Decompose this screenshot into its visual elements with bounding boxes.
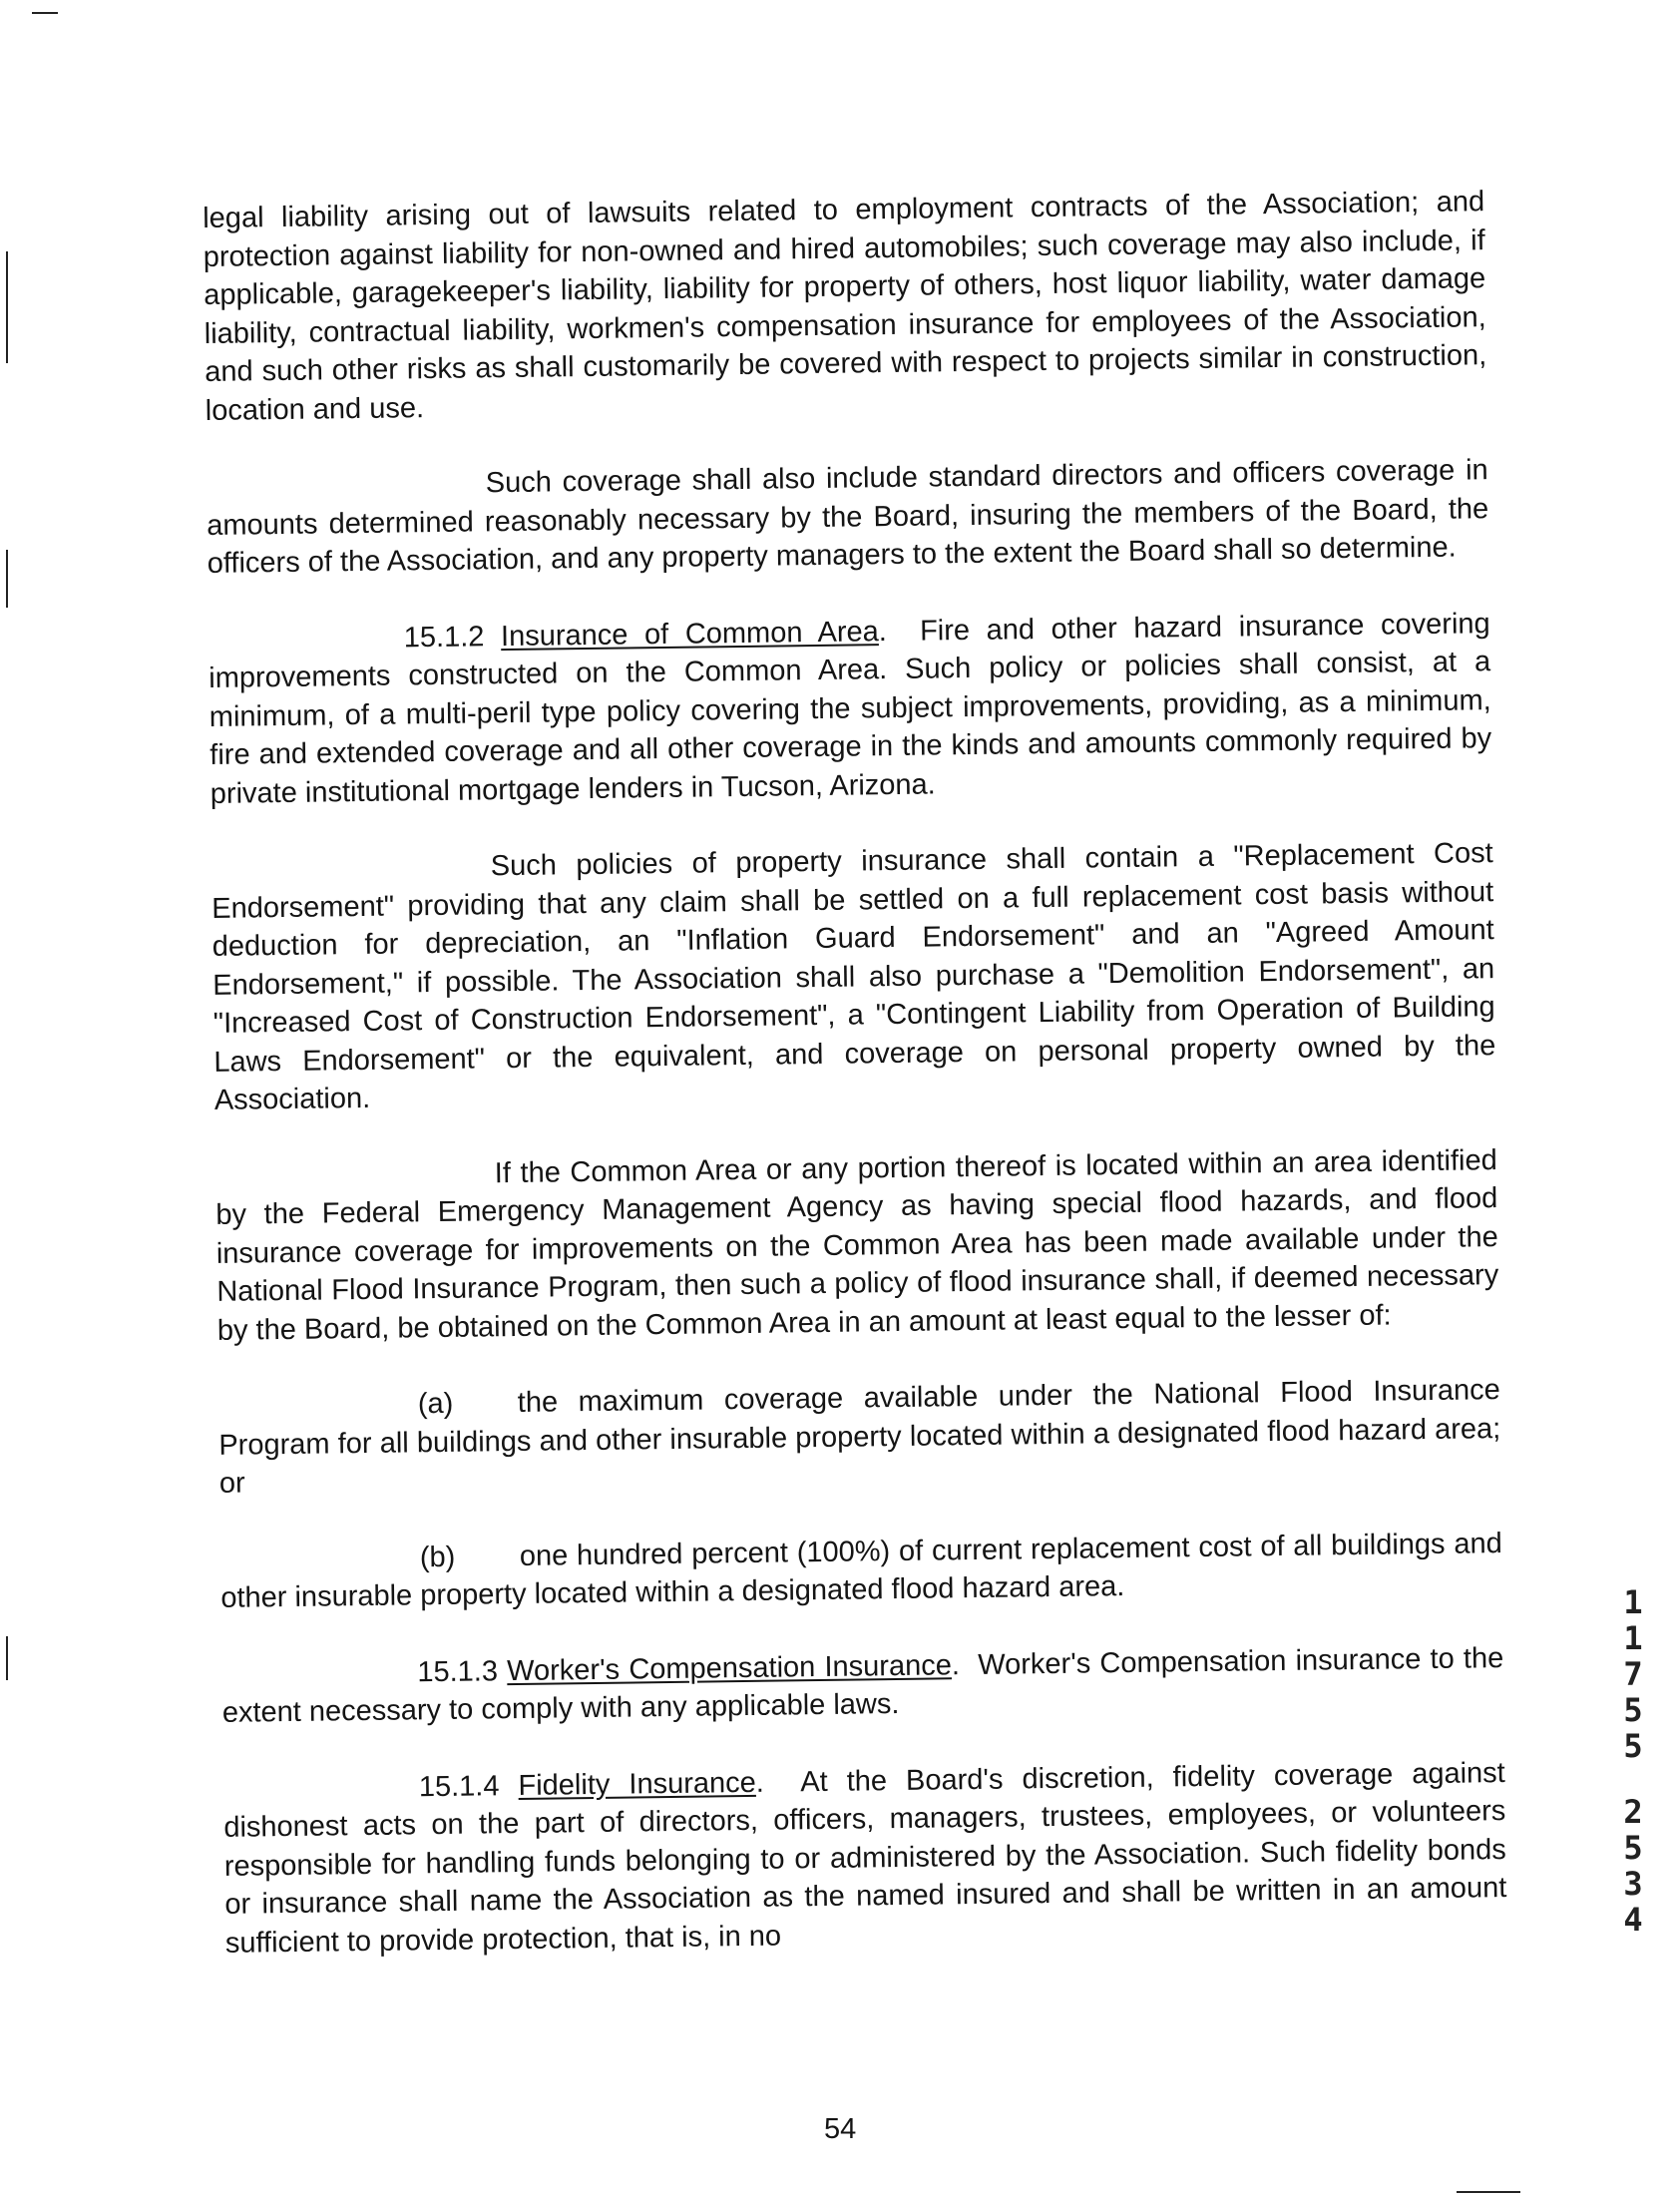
- stamp-digit: 3: [1623, 1865, 1643, 1903]
- section-heading: Insurance of Common Area: [500, 615, 879, 653]
- paragraph-text: Such coverage shall also include standard directors and officers coverage in amounts determined reasonably necessary by the Board, insuring the members of the Board, the officers of the Association, and any property managers to the extent the Board shall so determine.: [207, 454, 1489, 580]
- stamp-digit: 5: [1623, 1691, 1643, 1729]
- scan-mark-left-1: [6, 251, 8, 363]
- section-15-1-4: 15.1.4 Fidelity Insurance. At the Board's discretion, fidelity coverage against dishonest acts on the part of directors, officers, managers, trustees, employees, or volunteers responsible for handling funds belonging to or administered by the Association. Such fidelity bonds or insurance shall name the Association as the named insured and shall be written in an amount sufficient to provide protection, that is, in no: [223, 1756, 1507, 1960]
- stamp-digit: 1: [1623, 1583, 1643, 1621]
- sub-item-b: [220, 1525, 1503, 1618]
- margin-stamp: [1618, 1584, 1648, 1938]
- section-number: 15.1.2: [403, 620, 485, 654]
- section-number: 15.1.3: [417, 1654, 499, 1688]
- sub-item-text: the maximum coverage available under the National Flood Insurance Program for all buildings and other insurable property located within a designated flood hazard area; or: [218, 1374, 1501, 1500]
- section-text: Worker's Compensation insurance to the extent necessary to comply with any applicable laws.: [221, 1641, 1504, 1729]
- paragraph-liability-continuation: [203, 183, 1487, 430]
- paragraph-text: Such policies of property insurance shall contain a "Replacement Cost Endorsement" providing that any claim shall be settled on a full replacement cost basis without deduction for depreciation, an "Inflation Guard Endorsement" and an "Agreed Amount Endorsement," if possible. The Association shall also purchase a "Demolition Endorsement", an "Increased Cost of Construction Endorsement", a "Contingent Liability from Operation of Building Laws Endorsement" or the equivalent, and coverage on personal property owned by the Association.: [211, 837, 1496, 1116]
- sub-item-marker: (b): [419, 1541, 456, 1573]
- stamp-digit: 7: [1623, 1655, 1643, 1693]
- paragraph-flood-hazard: [215, 1141, 1499, 1350]
- body-text: [203, 183, 1508, 2000]
- section-15-1-3: 15.1.3 Worker's Compensation Insurance. Worker's Compensation insurance to the extent necessary to comply with any applicable laws.: [221, 1641, 1504, 1729]
- section-heading: Worker's Compensation Insurance: [506, 1648, 953, 1687]
- section-text: Fire and other hazard insurance covering improvements constructed on the Common Area. Such policy or policies shall consist, at a minimum, of a multi-peril type policy covering the subject improvements, providing, as a minimum, fire and extended coverage and all other coverage in the kinds and amounts commonly required by private institutional mortgage lenders in Tucson, Arizona.: [209, 607, 1492, 810]
- section-number: 15.1.4: [418, 1769, 500, 1803]
- paragraph-directors-officers: [207, 451, 1489, 583]
- sub-item-a: [218, 1371, 1501, 1503]
- section-text: At the Board's discretion, fidelity coverage against dishonest acts on the part of directors, officers, managers, trustees, employees, or volunteers responsible for handling funds belonging to or administered by the Association. Such fidelity bonds or insurance shall name the Association as the named insured and shall be written in an amount sufficient to provide protection, that is, in no: [223, 1756, 1507, 1960]
- stamp-gap: [1618, 1764, 1648, 1794]
- stamp-digit: 5: [1623, 1829, 1643, 1867]
- scan-mark-left-3: [6, 1636, 8, 1680]
- sub-item-text: one hundred percent (100%) of current replacement cost of all buildings and other insurable property located within a designated flood hazard area.: [220, 1527, 1502, 1614]
- sub-item-marker: (a): [417, 1387, 454, 1421]
- stamp-digit: 2: [1623, 1793, 1643, 1831]
- scan-mark-left-2: [6, 550, 8, 608]
- stamp-digit: 1: [1623, 1619, 1643, 1657]
- stamp-digit: 5: [1623, 1727, 1643, 1765]
- paragraph-text: legal liability arising out of lawsuits related to employment contracts of the Association; and protection against liability for non-owned and hired automobiles; such coverage may also include, if applicable, garagekeeper's liability, liability for property of others, host liquor liability, water damage liability, contractual liability, workmen's compensation insurance for employees of the Association, and such other risks as shall customarily be covered with respect to projects similar in construction, location and use.: [203, 186, 1487, 427]
- section-heading: Fidelity Insurance: [518, 1766, 756, 1802]
- section-15-1-2: 15.1.2 Insurance of Common Area. Fire and other hazard insurance covering improvements constructed on the Common Area. Such policy or policies shall consist, at a minimum, of a multi-peril type policy covering the subject improvements, providing, as a minimum, fire and extended coverage and all other coverage in the kinds and amounts commonly required by private institutional mortgage lenders in Tucson, Arizona.: [209, 607, 1492, 810]
- paragraph-text: If the Common Area or any portion thereof is located within an area identified by the Federal Emergency Management Agency as having special flood hazards, and flood insurance coverage for improvements on the Common Area has been made available under the National Flood Insurance Program, then such a policy of flood insurance shall, if deemed necessary by the Board, be obtained on the Common Area in an amount at least equal to the lesser of:: [215, 1143, 1499, 1347]
- scan-mark-top-left: [32, 12, 58, 14]
- page-number: 54: [824, 2113, 857, 2145]
- paragraph-replacement-cost: [211, 834, 1496, 1119]
- stamp-digit: 4: [1623, 1901, 1643, 1939]
- scan-mark-bottom-right: [1457, 2191, 1520, 2193]
